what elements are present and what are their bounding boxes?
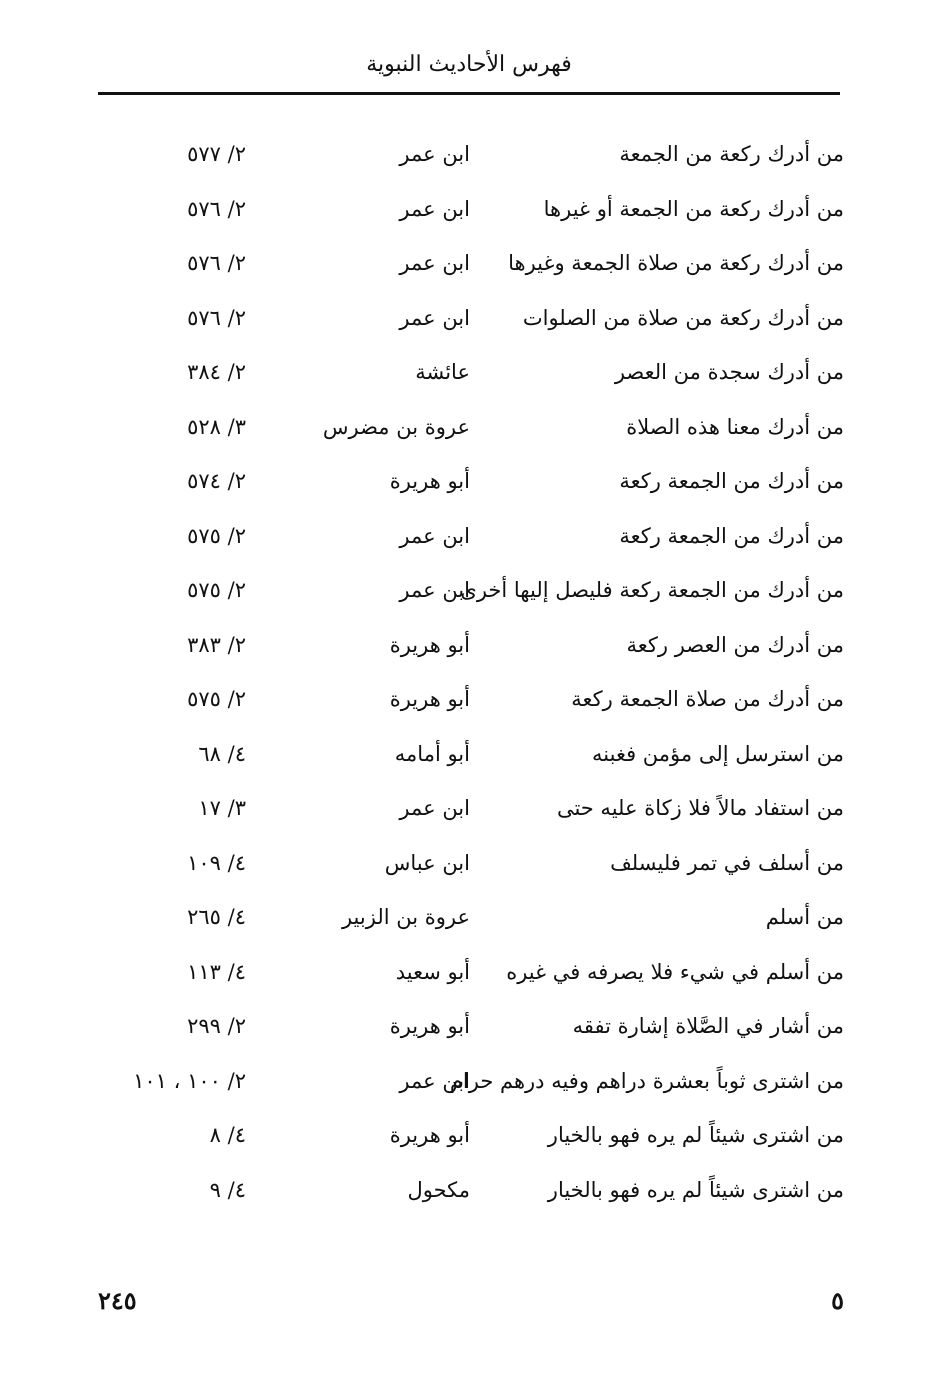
hadith-text: من أدرك ركعة من الجمعة [619,142,844,166]
volume-page-reference: ٣/ ١٧ [198,796,246,820]
narrator-name: ابن عباس [384,850,470,875]
index-row [98,400,844,455]
index-row [98,727,844,782]
hadith-text: من اشترى ثوباً بعشرة دراهم وفيه درهم حرام [449,1068,844,1093]
hadith-text: من أشار في الصَّلاة إشارة تفقه [572,1014,844,1038]
volume-page-reference: ٣/ ٥٢٨ [187,414,246,439]
index-row [98,291,844,346]
hadith-text: من أدرك من العصر ركعة [626,632,844,657]
hadith-text: من أدرك ركعة من صلاة الجمعة وغيرها [508,251,844,275]
volume-page-reference: ٢/ ٥٧٦ [187,196,246,221]
page-footer [98,1284,844,1324]
volume-page-reference: ٤/ ٦٨ [198,741,246,766]
index-row [98,182,844,237]
hadith-index-list [98,127,844,1217]
narrator-name: عروة بن مضرس [322,414,470,439]
index-row [98,127,844,182]
hadith-text: من أدرك ركعة من الجمعة أو غيرها [543,196,844,221]
narrator-name: أبو أمامه [394,741,470,766]
index-row [98,618,844,673]
volume-page-reference: ٢/ ٥٧٥ [187,578,246,602]
volume-page-reference: ٤/ ٩ [209,1177,246,1202]
hadith-text: من أدرك من صلاة الجمعة ركعة [571,687,844,711]
narrator-name: ابن عمر [399,578,470,602]
volume-page-reference: ٤/ ١٠٩ [187,850,246,875]
narrator-name: ابن عمر [399,305,470,330]
index-row [98,836,844,891]
index-row [98,1054,844,1109]
volume-page-reference: ٢/ ٥٧٥ [187,687,246,711]
page-title: فهرس الأحاديث النبوية [366,52,572,77]
volume-page-reference: ٢/ ١٠٠ ، ١٠١ [133,1068,246,1093]
narrator-name: أبو هريرة [389,469,470,493]
index-row [98,1163,844,1218]
index-row [98,454,844,509]
volume-page-reference: ٤/ ٨ [209,1123,246,1147]
narrator-name: أبو سعيد [395,959,470,984]
volume-page-reference: ٢/ ٥٧٧ [187,142,246,166]
section-number: ٥ [831,1286,844,1315]
narrator-name: ابن عمر [399,523,470,548]
hadith-text: من أسلم [765,905,844,929]
header-divider [98,92,840,95]
hadith-text: من أدرك من الجمعة ركعة فليصل إليها أخرى [460,578,844,602]
hadith-text: من أدرك من الجمعة ركعة [619,469,844,493]
volume-page-reference: ٢/ ٢٩٩ [187,1014,246,1038]
hadith-text: من أسلم في شيء فلا يصرفه في غيره [506,959,844,984]
index-row [98,345,844,400]
hadith-text: من استرسل إلى مؤمن فغبنه [592,741,844,766]
narrator-name: عائشة [415,360,470,384]
volume-page-reference: ٢/ ٥٧٦ [187,251,246,275]
index-row [98,563,844,618]
hadith-text: من أدرك معنا هذه الصلاة [626,414,844,439]
index-row [98,672,844,727]
hadith-text: من اشترى شيئاً لم يره فهو بالخيار [547,1177,844,1202]
narrator-name: ابن عمر [399,796,470,820]
hadith-text: من أدرك من الجمعة ركعة [619,523,844,548]
page-header [98,38,840,94]
index-row [98,945,844,1000]
narrator-name: أبو هريرة [389,1123,470,1147]
volume-page-reference: ٢/ ٥٧٥ [187,523,246,548]
index-row [98,509,844,564]
narrator-name: عروة بن الزبير [341,905,470,929]
page-number: ٢٤٥ [98,1286,137,1315]
volume-page-reference: ٢/ ٥٧٦ [187,305,246,330]
hadith-text: من أسلف في تمر فليسلف [610,850,844,875]
volume-page-reference: ٢/ ٣٨٤ [187,360,246,384]
hadith-text: من أدرك ركعة من صلاة من الصلوات [522,305,844,330]
narrator-name: ابن عمر [399,142,470,166]
hadith-text: من أدرك سجدة من العصر [614,360,844,384]
index-row [98,1108,844,1163]
narrator-name: ابن عمر [399,1068,470,1093]
narrator-name: أبو هريرة [389,632,470,657]
index-row [98,890,844,945]
index-row [98,781,844,836]
narrator-name: أبو هريرة [389,687,470,711]
hadith-text: من اشترى شيئاً لم يره فهو بالخيار [547,1123,844,1147]
volume-page-reference: ٢/ ٣٨٣ [187,632,246,657]
hadith-text: من استفاد مالاً فلا زكاة عليه حتى [556,796,844,820]
narrator-name: أبو هريرة [389,1014,470,1038]
index-row [98,236,844,291]
narrator-name: ابن عمر [399,251,470,275]
volume-page-reference: ٤/ ٢٦٥ [187,905,246,929]
narrator-name: ابن عمر [399,196,470,221]
volume-page-reference: ٢/ ٥٧٤ [187,469,246,493]
narrator-name: مكحول [407,1177,470,1202]
volume-page-reference: ٤/ ١١٣ [187,959,246,984]
index-row [98,999,844,1054]
